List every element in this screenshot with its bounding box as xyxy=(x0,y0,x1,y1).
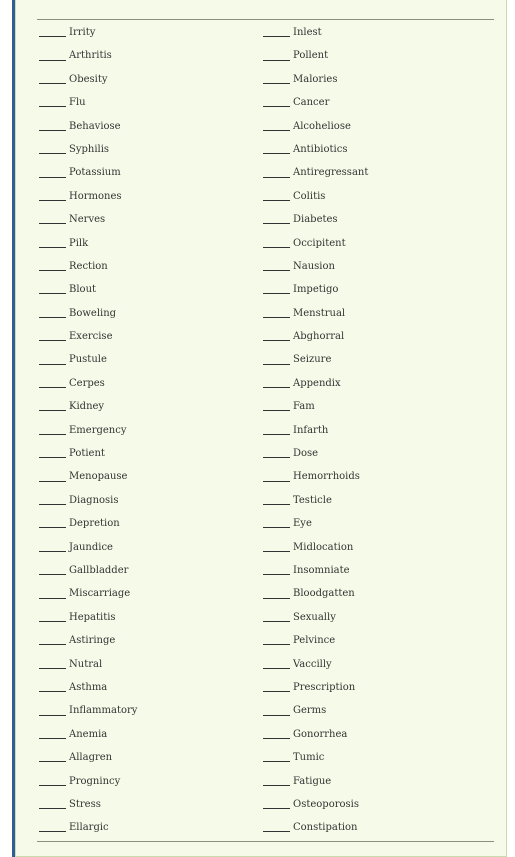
word-item-right xyxy=(263,629,483,652)
answer-blank[interactable] xyxy=(263,668,290,669)
answer-blank[interactable] xyxy=(39,551,66,552)
word-item-left xyxy=(39,793,259,816)
answer-blank[interactable] xyxy=(39,130,66,131)
word-item-left xyxy=(39,348,259,371)
word-text: Fatigue xyxy=(293,775,332,787)
word-item-right xyxy=(263,372,483,395)
word-text: Depretion xyxy=(69,518,120,530)
word-item-right xyxy=(263,512,483,535)
answer-blank[interactable] xyxy=(39,434,66,435)
answer-blank[interactable] xyxy=(39,715,66,716)
word-item-left xyxy=(39,91,259,114)
word-item-left xyxy=(39,161,259,184)
word-text: Impetigo xyxy=(293,284,339,296)
word-text: Pilk xyxy=(69,237,89,249)
word-item-left xyxy=(39,278,259,301)
word-item-left xyxy=(39,185,259,208)
word-item-right xyxy=(263,419,483,442)
word-item-right xyxy=(263,278,483,301)
word-text: Diabetes xyxy=(293,214,338,226)
answer-blank[interactable] xyxy=(39,247,66,248)
word-text: Jaundice xyxy=(69,541,113,553)
answer-blank[interactable] xyxy=(39,200,66,201)
word-item-right xyxy=(263,161,483,184)
word-text: Kidney xyxy=(69,401,105,413)
word-item-left xyxy=(39,465,259,488)
answer-blank[interactable] xyxy=(263,738,290,739)
answer-blank[interactable] xyxy=(263,177,290,178)
word-text: Arthritis xyxy=(69,50,112,62)
word-text: Cancer xyxy=(293,97,330,109)
word-text: Antiregressant xyxy=(293,167,369,179)
answer-blank[interactable] xyxy=(263,387,290,388)
word-item-left xyxy=(39,255,259,278)
word-item-left xyxy=(39,699,259,722)
word-item-right xyxy=(263,115,483,138)
answer-blank[interactable] xyxy=(39,481,66,482)
word-item-right xyxy=(263,255,483,278)
word-text: Appendix xyxy=(293,377,341,389)
answer-blank[interactable] xyxy=(263,574,290,575)
word-item-right xyxy=(263,208,483,231)
word-item-right xyxy=(263,232,483,255)
word-text: Irrity xyxy=(69,27,96,38)
word-item-left xyxy=(39,653,259,676)
word-item-right xyxy=(263,816,483,839)
word-item-right xyxy=(263,44,483,67)
word-item-left xyxy=(39,512,259,535)
answer-blank[interactable] xyxy=(263,130,290,131)
answer-blank[interactable] xyxy=(39,340,66,341)
answer-blank[interactable] xyxy=(39,504,66,505)
bottom-divider xyxy=(37,841,494,842)
word-text: Diagnosis xyxy=(69,494,119,506)
word-item-right xyxy=(263,746,483,769)
word-text: Exercise xyxy=(69,331,113,343)
answer-blank[interactable] xyxy=(39,387,66,388)
word-item-right xyxy=(263,559,483,582)
word-text: Malories xyxy=(293,73,338,85)
word-text: Dose xyxy=(293,448,319,460)
word-text: Hemorrhoids xyxy=(293,471,360,483)
word-item-left xyxy=(39,816,259,839)
answer-blank[interactable] xyxy=(263,36,290,37)
word-item-left xyxy=(39,302,259,325)
answer-blank[interactable] xyxy=(263,200,290,201)
answer-blank[interactable] xyxy=(263,223,290,224)
answer-blank[interactable] xyxy=(39,738,66,739)
word-item-left xyxy=(39,770,259,793)
word-text: Germs xyxy=(293,705,327,717)
word-item-right xyxy=(263,302,483,325)
word-text: Nerves xyxy=(69,214,106,226)
answer-blank[interactable] xyxy=(263,153,290,154)
answer-blank[interactable] xyxy=(263,270,290,271)
answer-blank[interactable] xyxy=(263,60,290,61)
word-text: Eye xyxy=(293,518,312,530)
word-text: Bloodgatten xyxy=(293,588,355,600)
word-item-right xyxy=(263,536,483,559)
word-text: Allagren xyxy=(69,752,113,764)
word-item-right xyxy=(263,325,483,348)
word-item-left xyxy=(39,582,259,605)
word-item-left xyxy=(39,372,259,395)
answer-blank[interactable] xyxy=(39,668,66,669)
answer-blank[interactable] xyxy=(263,715,290,716)
answer-blank[interactable] xyxy=(39,457,66,458)
word-item-right xyxy=(263,68,483,91)
answer-blank[interactable] xyxy=(263,247,290,248)
word-text: Pustule xyxy=(69,354,107,366)
answer-blank[interactable] xyxy=(39,364,66,365)
word-text: Vaccilly xyxy=(293,658,332,670)
answer-blank[interactable] xyxy=(263,785,290,786)
word-text: Emergency xyxy=(69,424,127,436)
answer-blank[interactable] xyxy=(263,106,290,107)
word-text: Boweling xyxy=(69,307,117,319)
word-text: Hepatitis xyxy=(69,611,116,623)
word-text: Gonorrhea xyxy=(293,728,348,740)
word-text: Stress xyxy=(69,798,101,810)
word-text: Prognincy xyxy=(69,775,121,787)
word-text: Testicle xyxy=(293,494,332,506)
word-text: Anemia xyxy=(69,728,108,740)
word-text: Infarth xyxy=(293,424,329,436)
word-text: Osteoporosis xyxy=(293,798,359,810)
word-item-left xyxy=(39,723,259,746)
word-item-left xyxy=(39,606,259,629)
word-text: Constipation xyxy=(293,822,358,834)
answer-blank[interactable] xyxy=(39,785,66,786)
answer-blank[interactable] xyxy=(263,831,290,832)
word-item-right xyxy=(263,91,483,114)
word-item-left xyxy=(39,232,259,255)
word-item-left xyxy=(39,536,259,559)
word-text: Nutral xyxy=(69,658,103,670)
answer-blank[interactable] xyxy=(263,527,290,528)
word-item-left xyxy=(39,44,259,67)
word-text: Potassium xyxy=(69,167,121,179)
answer-blank[interactable] xyxy=(39,83,66,84)
answer-blank[interactable] xyxy=(263,83,290,84)
word-text: Seizure xyxy=(293,354,332,366)
answer-blank[interactable] xyxy=(39,293,66,294)
answer-blank[interactable] xyxy=(263,644,290,645)
word-text: Flu xyxy=(69,97,86,109)
word-text: Menopause xyxy=(69,471,128,483)
answer-blank[interactable] xyxy=(263,598,290,599)
word-item-left xyxy=(39,138,259,161)
answer-blank[interactable] xyxy=(39,598,66,599)
word-text: Astiringe xyxy=(69,635,116,647)
word-item-right xyxy=(263,793,483,816)
word-item-left xyxy=(39,419,259,442)
word-item-left xyxy=(39,208,259,231)
word-text: Midlocation xyxy=(293,541,354,553)
word-text: Abghorral xyxy=(293,331,345,343)
word-text: Ellargic xyxy=(69,822,109,834)
answer-blank[interactable] xyxy=(39,574,66,575)
word-text: Miscarriage xyxy=(69,588,131,600)
word-text: Menstrual xyxy=(293,307,346,319)
answer-blank[interactable] xyxy=(263,340,290,341)
answer-blank[interactable] xyxy=(39,223,66,224)
word-text: Sexually xyxy=(293,611,336,623)
word-text: Inlest xyxy=(293,27,322,38)
word-item-left xyxy=(39,442,259,465)
answer-blank[interactable] xyxy=(39,691,66,692)
answer-blank[interactable] xyxy=(39,527,66,528)
answer-blank[interactable] xyxy=(263,808,290,809)
word-text: Syphilis xyxy=(69,143,110,155)
answer-blank[interactable] xyxy=(263,410,290,411)
word-item-right xyxy=(263,606,483,629)
word-item-right xyxy=(263,465,483,488)
word-text: Pelvince xyxy=(293,635,336,647)
word-item-left xyxy=(39,629,259,652)
word-text: Prescription xyxy=(293,681,356,693)
answer-blank[interactable] xyxy=(39,808,66,809)
word-item-right xyxy=(263,770,483,793)
answer-blank[interactable] xyxy=(263,481,290,482)
word-item-left xyxy=(39,676,259,699)
word-text: Tumic xyxy=(293,752,325,764)
answer-blank[interactable] xyxy=(263,691,290,692)
word-item-left xyxy=(39,325,259,348)
answer-blank[interactable] xyxy=(39,410,66,411)
word-item-right xyxy=(263,653,483,676)
answer-blank[interactable] xyxy=(39,177,66,178)
word-text: Alcoheliose xyxy=(293,120,351,132)
word-item-right xyxy=(263,348,483,371)
word-text: Asthma xyxy=(69,681,108,693)
word-item-right xyxy=(263,723,483,746)
word-text: Inflammatory xyxy=(69,705,138,717)
answer-blank[interactable] xyxy=(39,761,66,762)
answer-blank[interactable] xyxy=(263,434,290,435)
answer-blank[interactable] xyxy=(39,317,66,318)
word-text: Colitis xyxy=(293,190,326,202)
word-item-left xyxy=(39,68,259,91)
answer-blank[interactable] xyxy=(263,621,290,622)
answer-blank[interactable] xyxy=(263,761,290,762)
word-text: Fam xyxy=(293,401,315,413)
answer-blank[interactable] xyxy=(39,270,66,271)
answer-blank[interactable] xyxy=(263,551,290,552)
word-text: Behaviose xyxy=(69,120,121,132)
answer-blank[interactable] xyxy=(39,621,66,622)
word-item-left xyxy=(39,395,259,418)
top-divider xyxy=(37,19,494,20)
word-item-right xyxy=(263,699,483,722)
answer-blank[interactable] xyxy=(39,153,66,154)
answer-blank[interactable] xyxy=(263,504,290,505)
word-item-left xyxy=(39,559,259,582)
word-text: Hormones xyxy=(69,190,122,202)
word-item-right xyxy=(263,676,483,699)
word-item-left xyxy=(39,21,259,44)
word-text: Rection xyxy=(69,260,108,272)
word-item-right xyxy=(263,395,483,418)
answer-blank[interactable] xyxy=(263,457,290,458)
answer-blank[interactable] xyxy=(39,831,66,832)
word-text: Occipitent xyxy=(293,237,346,249)
answer-blank[interactable] xyxy=(39,644,66,645)
word-text: Blout xyxy=(69,284,97,296)
word-item-right xyxy=(263,442,483,465)
word-text: Gallbladder xyxy=(69,564,129,576)
word-text: Potient xyxy=(69,448,105,460)
answer-blank[interactable] xyxy=(39,106,66,107)
word-text: Cerpes xyxy=(69,377,105,389)
word-item-right xyxy=(263,489,483,512)
word-list-left xyxy=(39,21,259,840)
word-item-right xyxy=(263,21,483,44)
word-text: Pollent xyxy=(293,50,329,62)
word-text: Antibiotics xyxy=(293,143,348,155)
answer-blank[interactable] xyxy=(263,364,290,365)
answer-blank[interactable] xyxy=(263,317,290,318)
word-item-left xyxy=(39,746,259,769)
answer-blank[interactable] xyxy=(39,60,66,61)
word-text: Insomniate xyxy=(293,564,350,576)
answer-blank[interactable] xyxy=(263,293,290,294)
word-item-left xyxy=(39,489,259,512)
word-item-right xyxy=(263,138,483,161)
word-item-right xyxy=(263,185,483,208)
word-text: Nausion xyxy=(293,260,335,272)
word-item-left xyxy=(39,115,259,138)
word-list-right xyxy=(263,21,483,840)
answer-blank[interactable] xyxy=(39,36,66,37)
word-text: Obesity xyxy=(69,73,108,85)
word-item-right xyxy=(263,582,483,605)
